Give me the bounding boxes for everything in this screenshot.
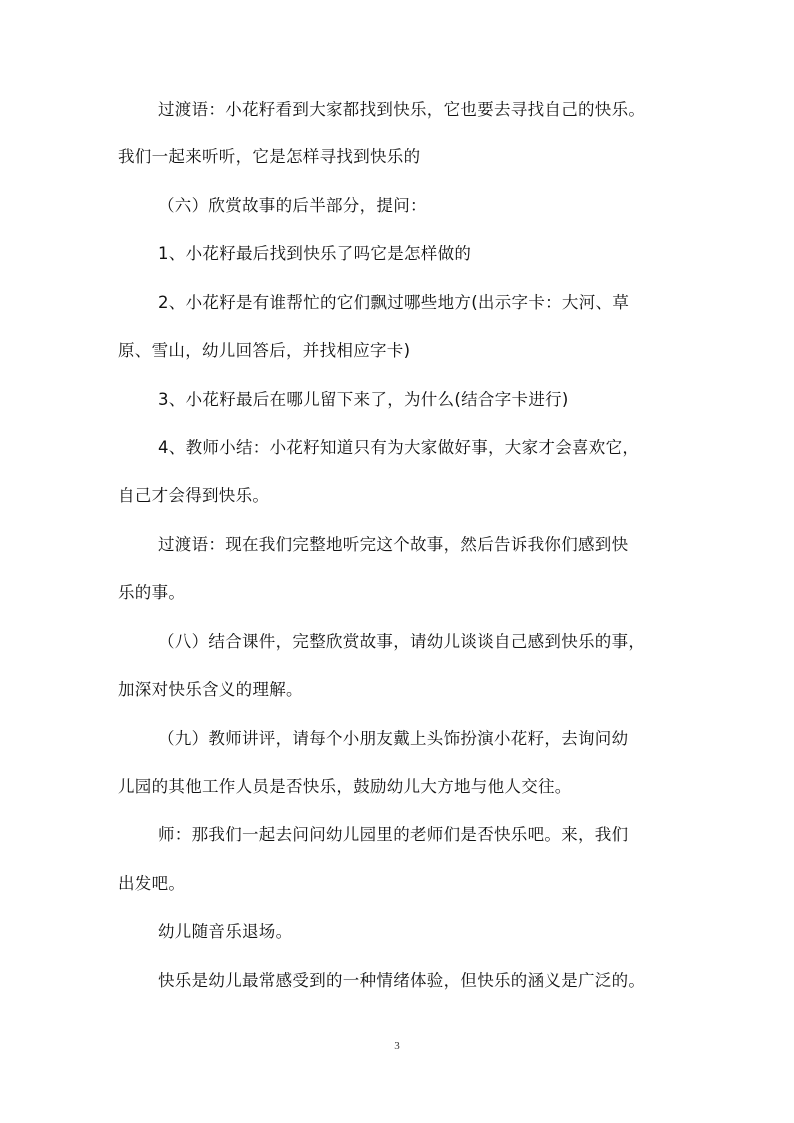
paragraph-line: 师：那我们一起去问问幼儿园里的老师们是否快乐吧。来，我们 xyxy=(158,825,629,844)
paragraph-line: 过渡语：现在我们完整地听完这个故事，然后告诉我你们感到快 xyxy=(158,535,629,554)
paragraph-line: （八）结合课件，完整欣赏故事，请幼儿谈谈自己感到快乐的事， xyxy=(158,632,646,651)
paragraph-line: 原、雪山，幼儿回答后，并找相应字卡) xyxy=(118,341,411,360)
paragraph-line: 3、小花籽最后在哪儿留下来了，为什么(结合字卡进行) xyxy=(158,390,569,409)
paragraph-line: 乐的事。 xyxy=(118,583,186,602)
paragraph-line: 4、教师小结：小花籽知道只有为大家做好事，大家才会喜欢它， xyxy=(158,438,640,457)
paragraph-line: 加深对快乐含义的理解。 xyxy=(118,680,303,699)
paragraph-line: 快乐是幼儿最常感受到的一种情绪体验，但快乐的涵义是广泛的。 xyxy=(158,971,646,990)
paragraph-line: 2、小花籽是有谁帮忙的它们飘过哪些地方(出示字卡：大河、草 xyxy=(158,293,630,312)
paragraph-line: 出发吧。 xyxy=(118,874,186,893)
paragraph-line: 过渡语：小花籽看到大家都找到快乐，它也要去寻找自己的快乐。 xyxy=(158,100,646,119)
paragraph-line: 儿园的其他工作人员是否快乐，鼓励幼儿大方地与他人交往。 xyxy=(118,777,572,796)
paragraph-line: 我们一起来听听，它是怎样寻找到快乐的 xyxy=(118,147,421,166)
paragraph-line: 1、小花籽最后找到快乐了吗它是怎样做的 xyxy=(158,244,472,263)
paragraph-line: 幼儿随音乐退场。 xyxy=(158,922,293,941)
page-number: 3 xyxy=(394,1040,400,1052)
paragraph-line: （九）教师讲评，请每个小朋友戴上头饰扮演小花籽，去询问幼 xyxy=(158,729,629,748)
paragraph-line: （六）欣赏故事的后半部分，提问： xyxy=(158,196,427,215)
paragraph-line: 自己才会得到快乐。 xyxy=(118,486,270,505)
